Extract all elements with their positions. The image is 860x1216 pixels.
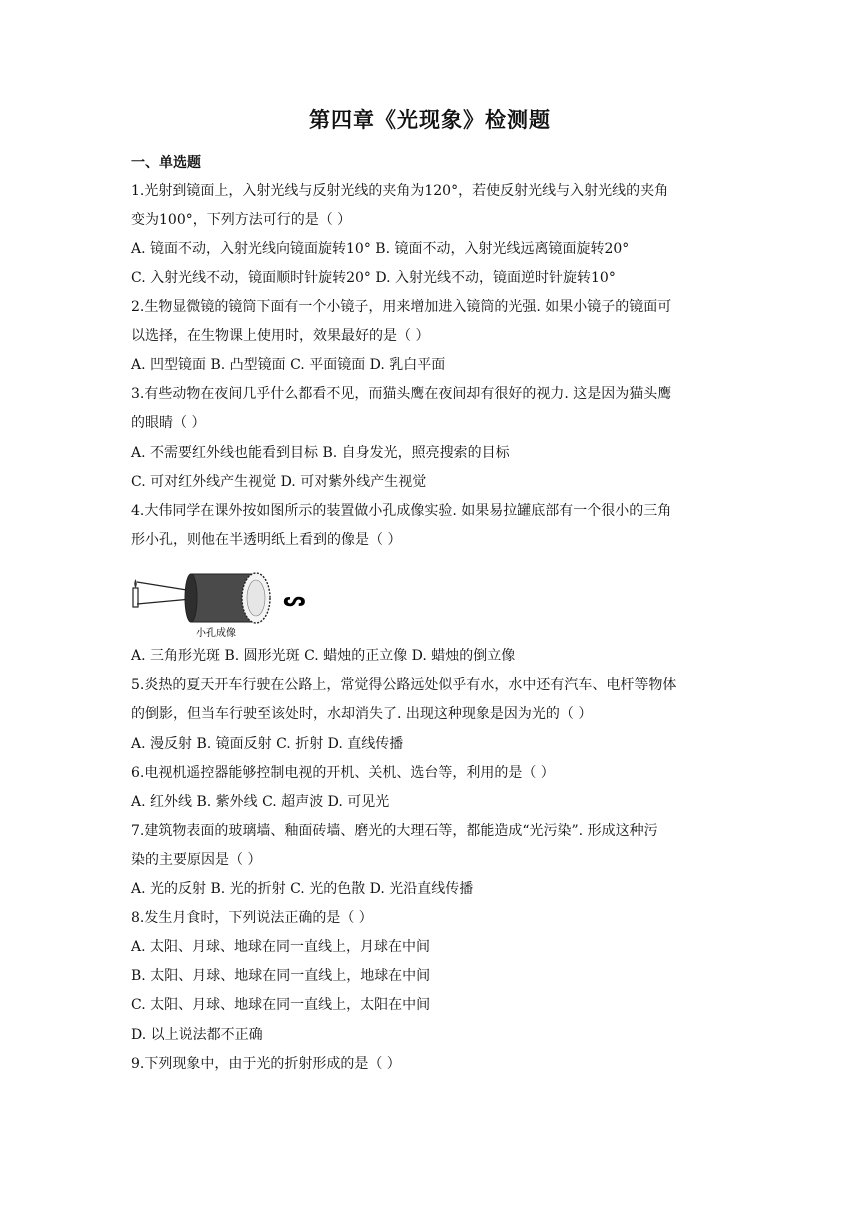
question-7-line-2: 染的主要原因是（ ） bbox=[131, 852, 262, 868]
question-2-options: A. 凹型镜面 B. 凸型镜面 C. 平面镜面 D. 乳白平面 bbox=[131, 357, 446, 373]
question-5-line-2: 的倒影，但当车行驶至该处时，水却消失了. 出现这种现象是因为光的（ ） bbox=[131, 706, 593, 722]
question-1-options-cd: C. 入射光线不动，镜面顺时针旋转20° D. 入射光线不动，镜面逆时针旋转10° bbox=[131, 270, 616, 286]
question-1-options-ab: A. 镜面不动，入射光线向镜面旋转10° B. 镜面不动，入射光线远离镜面旋转20° bbox=[131, 241, 630, 257]
question-8-option-a: A. 太阳、月球、地球在同一直线上，月球在中间 bbox=[131, 939, 431, 955]
question-4-line-2: 形小孔，则他在半透明纸上看到的像是（ ） bbox=[131, 532, 402, 548]
inverted-image-glyph: ᔕ bbox=[283, 587, 306, 611]
pinhole-camera-figure bbox=[131, 566, 306, 640]
question-5-line-1: 5.炎热的夏天开车行驶在公路上，常觉得公路远处似乎有水，水中还有汽车、电杆等物体 bbox=[131, 677, 677, 693]
question-2-line-1: 2.生物显微镜的镜筒下面有一个小镜子，用来增加进入镜筒的光强. 如果小镜子的镜面可 bbox=[131, 299, 672, 315]
can-bottom bbox=[185, 574, 197, 622]
question-8-option-b: B. 太阳、月球、地球在同一直线上，地球在中间 bbox=[131, 968, 431, 984]
question-1-line-1: 1.光射到镜面上，入射光线与反射光线的夹角为120°，若使反射光线与入射光线的夹角 bbox=[131, 183, 669, 199]
question-3-line-2: 的眼睛（ ） bbox=[131, 415, 206, 431]
question-3-line-1: 3.有些动物在夜间几乎什么都看不见，而猫头鹰在夜间却有很好的视力. 这是因为猫头鹰 bbox=[131, 386, 672, 402]
question-3-options-ab: A. 不需要红外线也能看到目标 B. 自身发光，照亮搜索的目标 bbox=[131, 445, 510, 461]
question-8-option-d: D. 以上说法都不正确 bbox=[131, 1027, 263, 1043]
question-6-line-1: 6.电视机遥控器能够控制电视的开机、关机、选台等，利用的是（ ） bbox=[131, 765, 555, 781]
question-8-line-1: 8.发生月食时，下列说法正确的是（ ） bbox=[131, 910, 373, 926]
question-5-options: A. 漫反射 B. 镜面反射 C. 折射 D. 直线传播 bbox=[131, 736, 404, 752]
question-9-line-1: 9.下列现象中，由于光的折射形成的是（ ） bbox=[131, 1056, 401, 1072]
question-4-line-1: 4.大伟同学在课外按如图所示的装置做小孔成像实验. 如果易拉罐底部有一个很小的三角 bbox=[131, 503, 672, 519]
figure-caption: 小孔成像 bbox=[196, 628, 236, 639]
question-4-options: A. 三角形光斑 B. 圆形光斑 C. 蜡烛的正立像 D. 蜡烛的倒立像 bbox=[131, 648, 516, 664]
question-7-options: A. 光的反射 B. 光的折射 C. 光的色散 D. 光沿直线传播 bbox=[131, 881, 474, 897]
page-title: 第四章《光现象》检测题 bbox=[309, 107, 551, 132]
flame-icon bbox=[134, 579, 137, 588]
section-heading: 一、单选题 bbox=[131, 155, 201, 171]
question-1-line-2: 变为100°，下列方法可行的是（ ） bbox=[131, 212, 352, 228]
question-7-line-1: 7.建筑物表面的玻璃墙、釉面砖墙、磨光的大理石等，都能造成“光污染”. 形成这种污 bbox=[131, 823, 658, 839]
question-8-option-c: C. 太阳、月球、地球在同一直线上，太阳在中间 bbox=[131, 997, 431, 1013]
question-6-options: A. 红外线 B. 紫外线 C. 超声波 D. 可见光 bbox=[131, 794, 390, 810]
question-2-line-2: 以选择，在生物课上使用时，效果最好的是（ ） bbox=[131, 328, 430, 344]
question-3-options-cd: C. 可对红外线产生视觉 D. 可对紫外线产生视觉 bbox=[131, 474, 427, 490]
